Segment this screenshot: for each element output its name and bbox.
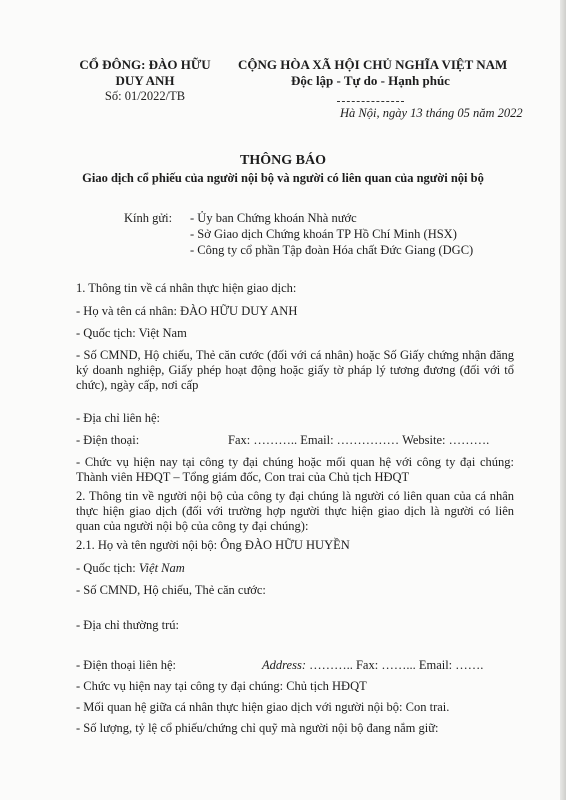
recipient-hsx: - Sở Giao dịch Chứng khoán TP Hồ Chí Minh (HSX) [190, 227, 457, 241]
individual-id-info: - Số CMND, Hộ chiếu, Thẻ căn cước (đối với cá nhân) hoặc Số Giấy chứng nhận đăng ký doanh nghiệp, Giấy phép hoạt động hoặc giấy tờ pháp lý tương đương (đối với tổ chức), ngày cấp, nơi cấp [76, 348, 514, 392]
document-title: THÔNG BÁO [240, 153, 326, 168]
document-date: Hà Nội, ngày 13 tháng 05 năm 2022 [340, 106, 523, 120]
motto-underline [337, 101, 404, 102]
document-subtitle: Giao dịch cổ phiếu của người nội bộ và người có liên quan của người nội bộ [82, 171, 484, 185]
insider-name: 2.1. Họ và tên người nội bộ: Ông ĐÀO HỮU HUYỀN [76, 538, 350, 552]
national-title: CỘNG HÒA XÃ HỘI CHỦ NGHĨA VIỆT NAM [238, 57, 508, 72]
recipient-ssc: - Ủy ban Chứng khoán Nhà nước [190, 211, 357, 225]
insider-contact [262, 658, 483, 673]
document-number: Số: 01/2022/TB [104, 89, 186, 103]
recipients-label: Kính gửi: [124, 211, 173, 225]
individual-name: - Họ và tên cá nhân: ĐÀO HỮU DUY ANH [76, 304, 298, 318]
insider-nationality-label: - Quốc tịch: [76, 561, 136, 575]
section1-heading: 1. Thông tin về cá nhân thực hiện giao dịch: [76, 281, 297, 295]
insider-id: - Số CMND, Hộ chiếu, Thẻ căn cước: [76, 583, 266, 597]
individual-fax-email-website: Fax: ……….. Email: …………… Website: ………. [228, 433, 490, 447]
section2-heading: 2. Thông tin về người nội bộ của công ty đại chúng là người có liên quan của cá nhân thực hiện giao dịch (đối với trường hợp người thực hiện giao dịch là người có liên quan của người nội bộ của công ty đại chúng): [76, 489, 514, 533]
shareholder-line2: DUY ANH [115, 73, 175, 88]
recipient-dgc: - Công ty cổ phần Tập đoàn Hóa chất Đức Giang (DGC) [190, 243, 474, 257]
insider-nationality [76, 561, 185, 576]
individual-nationality: - Quốc tịch: Việt Nam [76, 326, 187, 340]
insider-position: - Chức vụ hiện nay tại công ty đại chúng: Chủ tịch HĐQT [76, 679, 367, 693]
individual-address: - Địa chỉ liên hệ: [76, 411, 160, 425]
insider-address: - Địa chỉ thường trú: [76, 618, 179, 632]
insider-relation: - Mối quan hệ giữa cá nhân thực hiện giao dịch với người nội bộ: Con trai. [76, 700, 450, 714]
insider-nationality-value: Việt Nam [138, 561, 185, 575]
shareholder-line1: CỔ ĐÔNG: ĐÀO HỮU [79, 57, 211, 72]
national-motto: Độc lập - Tự do - Hạnh phúc [291, 73, 450, 88]
individual-phone: - Điện thoại: [76, 433, 140, 447]
individual-position: - Chức vụ hiện nay tại công ty đại chúng hoặc mối quan hệ với công ty đại chúng: Thành viên HĐQT – Tổng giám đốc, Con trai của Chủ tịch HĐQT [76, 455, 514, 484]
insider-phone: - Điện thoại liên hệ: [76, 658, 176, 672]
insider-shares: - Số lượng, tỷ lệ cổ phiếu/chứng chỉ quỹ mà người nội bộ đang nắm giữ: [76, 721, 439, 735]
page-edge-shadow [560, 0, 566, 800]
insider-address-label: Address: [262, 658, 306, 672]
insider-contact-rest: ……….. Fax: ……... Email: ……. [309, 658, 484, 672]
